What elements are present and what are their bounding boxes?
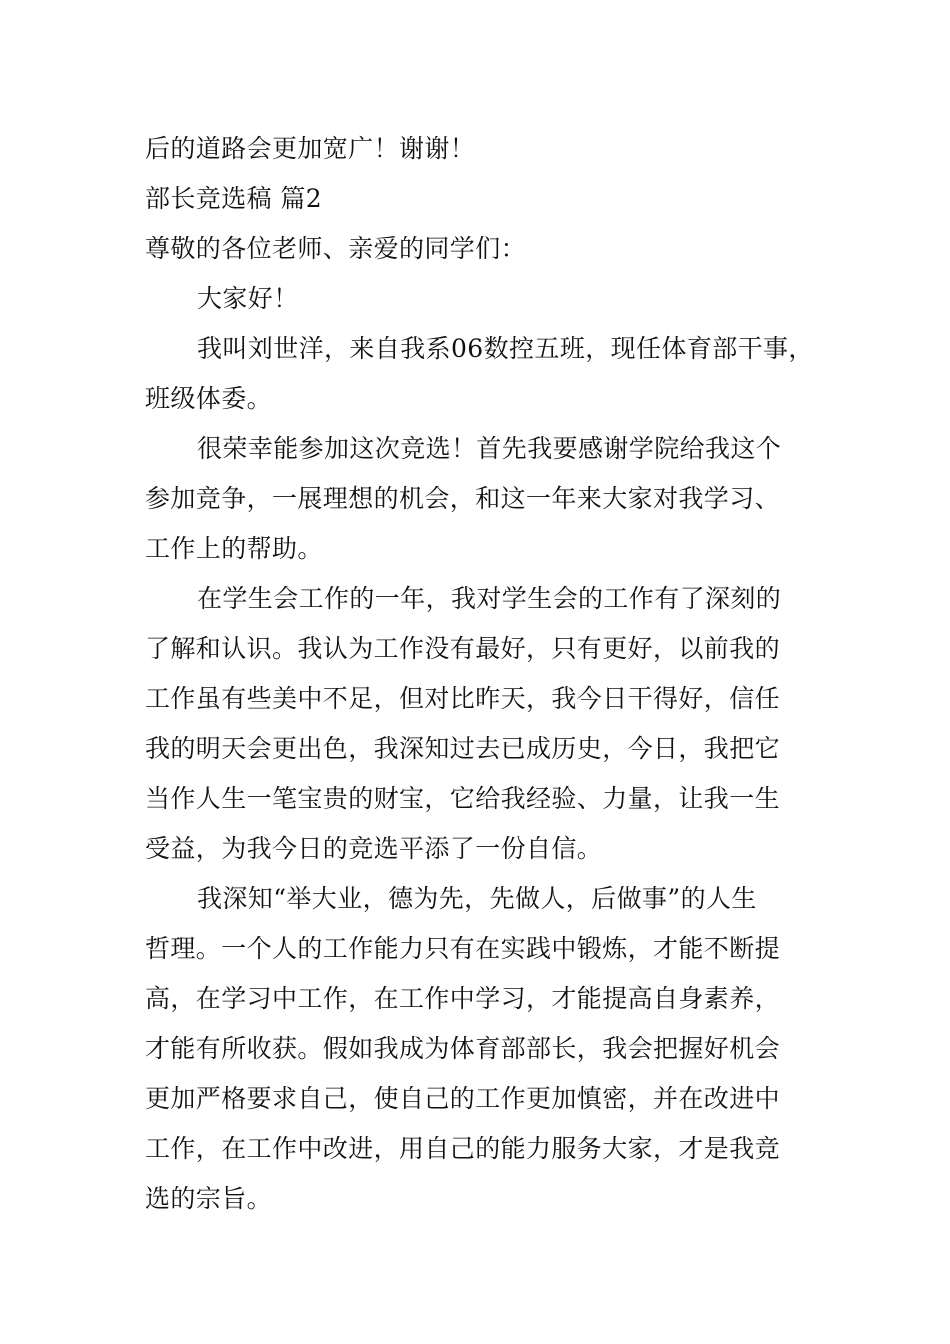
paragraph-4-line-3: 高，在学习中工作，在工作中学习，才能提高自身素养， <box>145 984 781 1013</box>
paragraph-4-line-1: 我深知“举大业，德为先，先做人，后做事”的人生 <box>197 884 757 913</box>
section-heading: 部长竞选稿 篇2 <box>145 184 323 213</box>
paragraph-3-line-5: 当作人生一笔宝贵的财宝，它给我经验、力量，让我一生 <box>145 784 781 813</box>
document-body <box>145 124 814 1224</box>
paragraph-2-line-2: 参加竞争，一展理想的机会，和这一年来大家对我学习、 <box>145 484 781 513</box>
paragraph-3-line-1: 在学生会工作的一年，我对学生会的工作有了深刻的 <box>197 584 782 613</box>
salutation: 尊敬的各位老师、亲爱的同学们： <box>145 234 527 263</box>
paragraph-2-line-1: 很荣幸能参加这次竞选！首先我要感谢学院给我这个 <box>197 434 782 463</box>
paragraph-3-line-2: 了解和认识。我认为工作没有最好，只有更好，以前我的 <box>145 634 781 663</box>
paragraph-4-line-6: 工作，在工作中改进，用自己的能力服务大家，才是我竞 <box>145 1134 781 1163</box>
paragraph-4-line-5: 更加严格要求自己，使自己的工作更加慎密，并在改进中 <box>145 1084 781 1113</box>
greeting: 大家好！ <box>197 284 299 313</box>
paragraph-4-line-2: 哲理。一个人的工作能力只有在实践中锻炼，才能不断提 <box>145 934 781 963</box>
paragraph-3-line-4: 我的明天会更出色，我深知过去已成历史，今日，我把它 <box>145 734 781 763</box>
paragraph-4-line-4: 才能有所收获。假如我成为体育部部长，我会把握好机会 <box>145 1034 781 1063</box>
text-line-continuation: 后的道路会更加宽广！谢谢！ <box>145 134 476 163</box>
paragraph-4-line-7: 选的宗旨。 <box>145 1184 273 1213</box>
paragraph-1-line-2: 班级体委。 <box>145 384 273 413</box>
paragraph-1-line-1: 我叫刘世洋，来自我系06数控五班，现任体育部干事， <box>197 334 814 363</box>
paragraph-2-line-3: 工作上的帮助。 <box>145 534 323 563</box>
paragraph-3-line-3: 工作虽有些美中不足，但对比昨天，我今日干得好，信任 <box>145 684 781 713</box>
paragraph-3-line-6: 受益，为我今日的竞选平添了一份自信。 <box>145 834 603 863</box>
